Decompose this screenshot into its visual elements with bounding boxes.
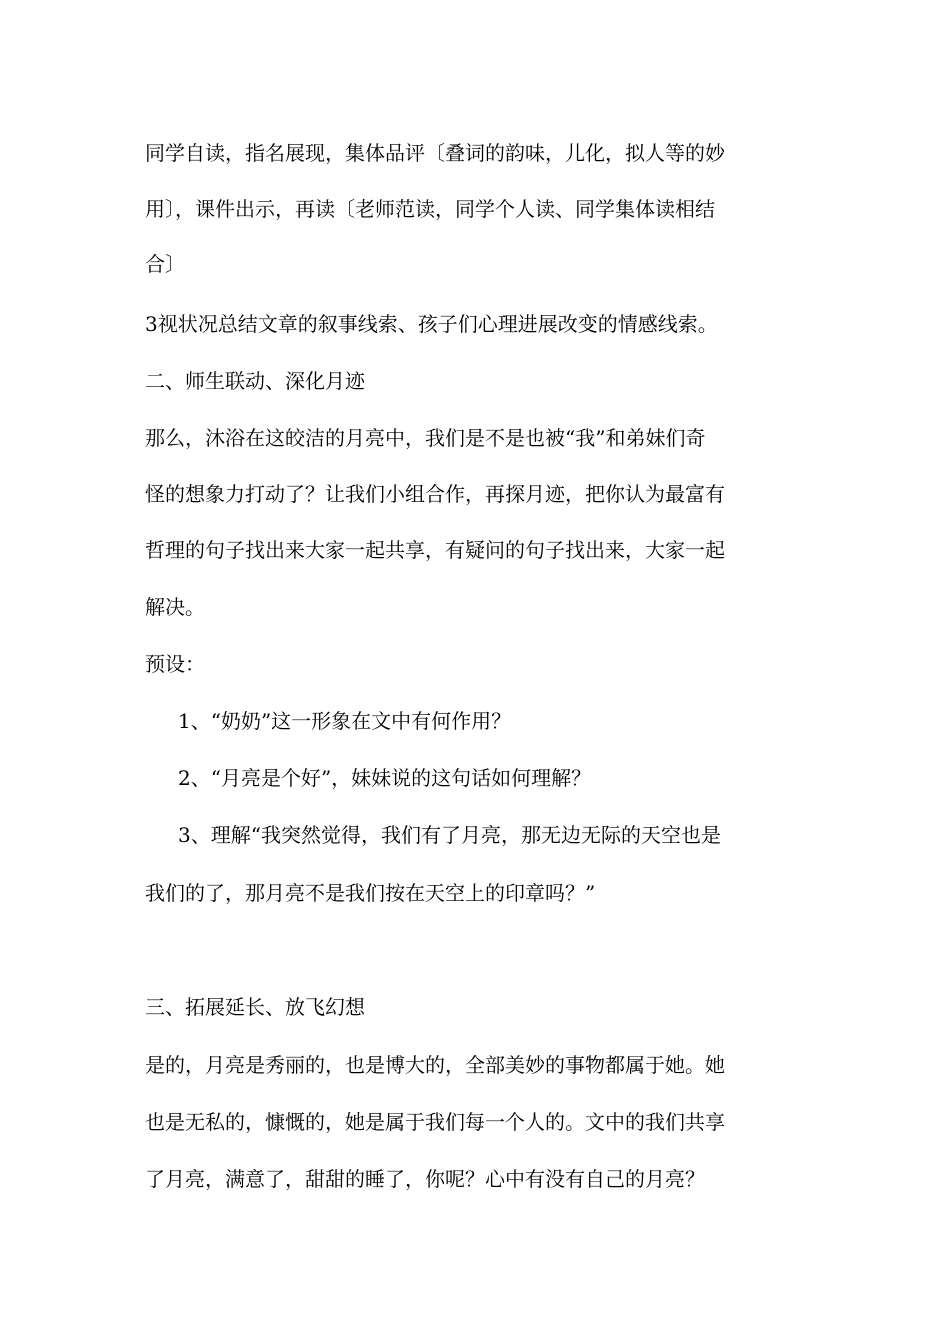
paragraph-line: 那么，沐浴在这皎洁的月亮中，我们是不是也被“我”和弟妹们奇 (145, 426, 706, 450)
preset-label: 预设： (145, 652, 205, 676)
paragraph-line: 是的，月亮是秀丽的，也是博大的，全部美妙的事物都属于她。她 (145, 1053, 725, 1077)
paragraph-line: 怪的想象力打动了？让我们小组合作，再探月迹，把你认为最富有 (145, 482, 725, 506)
section-heading: 二、师生联动、深化月迹 (145, 369, 365, 393)
paragraph-line: 哲理的句子找出来大家一起共享，有疑问的句子找出来，大家一起 (145, 538, 725, 562)
paragraph-line: 用〕，课件出示，再读〔老师范读，同学个人读、同学集体读相结 (145, 197, 715, 221)
paragraph-line: 合〕 (145, 252, 185, 276)
question-item: 3、理解“我突然觉得，我们有了月亮，那无边无际的天空也是 (178, 823, 721, 847)
paragraph-line: 解决。 (145, 595, 205, 619)
question-item: 1、“奶奶”这一形象在文中有何作用？ (178, 709, 512, 733)
question-item-continued: 我们的了，那月亮不是我们按在天空上的印章吗？” (145, 881, 596, 905)
section-heading: 三、拓展延长、放飞幻想 (145, 995, 365, 1019)
question-item: 2、“月亮是个好”，妹妹说的这句话如何理解？ (178, 766, 592, 790)
paragraph-line: 也是无私的，慷慨的，她是属于我们每一个人的。文中的我们共享 (145, 1110, 725, 1134)
paragraph-line: 了月亮，满意了，甜甜的睡了，你呢？心中有没有自己的月亮？ (145, 1167, 705, 1191)
paragraph-line: 3视状况总结文章的叙事线索、孩子们心理进展改变的情感线索。 (145, 312, 718, 336)
paragraph-line: 同学自读，指名展现，集体品评〔叠词的韵味，儿化，拟人等的妙 (145, 141, 725, 165)
